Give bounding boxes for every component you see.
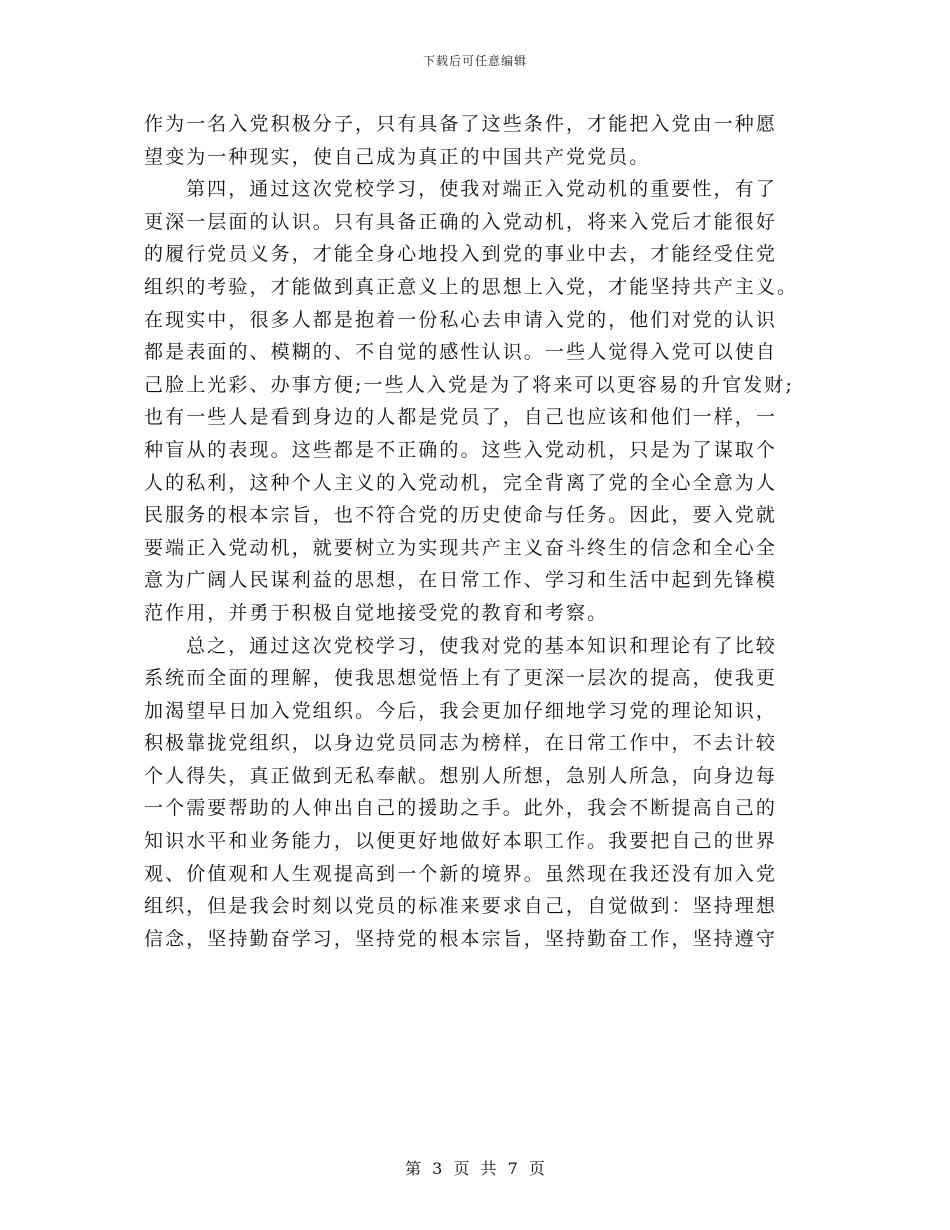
text-line: 要端正入党动机，就要树立为实现共产主义奋斗终生的信念和全心全 [144,536,778,559]
text-line: 己脸上光彩、办事方便;一些人入党是为了将来可以更容易的升官发财; [144,373,795,396]
text-line: 积极靠拢党组织，以身边党员同志为榜样，在日常工作中，不去计较 [144,732,778,755]
header-note: 下载后可任意编辑 [422,54,527,68]
text-line: 信念，坚持勤奋学习，坚持党的根本宗旨，坚持勤奋工作，坚持遵守 [144,927,778,950]
page-number: 第 3 页 共 7 页 [405,1159,545,1178]
paragraph [144,173,814,629]
text-line: 知识水平和业务能力，以便更好地做好本职工作。我要把自己的世界 [144,830,778,853]
text-line: 更深一层面的认识。只有具备正确的入党动机，将来入党后才能很好 [144,210,778,233]
text-line: 个人得失，真正做到无私奉献。想别人所想，急别人所急，向身边每 [144,764,778,787]
text-line: 民服务的根本宗旨，也不符合党的历史使命与任务。因此，要入党就 [144,504,778,527]
text-line: 在现实中，很多人都是抱着一份私心去申请入党的，他们对党的认识 [144,308,778,331]
text-line: 作为一名入党积极分子，只有具备了这些条件，才能把入党由一种愿 [144,113,778,135]
text-line: 总之，通过这次党校学习，使我对党的基本知识和理论有了比较 [186,634,777,657]
text-line: 组织的考验，才能做到真正意义上的思想上入党，才能坚持共产主义。 [144,275,799,298]
text-line: 望变为一种现实，使自己成为真正的中国共产党党员。 [144,145,651,168]
text-line: 一个需要帮助的人伸出自己的援助之手。此外，我会不断提高自己的 [144,797,778,820]
text-line: 人的私利，这种个人主义的入党动机，完全背离了党的全心全意为人 [144,471,778,494]
text-line: 系统而全面的理解，使我思想觉悟上有了更深一层次的提高，使我更 [144,667,778,690]
paragraph [144,630,814,956]
text-line: 组织，但是我会时刻以党员的标准来要求自己，自觉做到：坚持理想 [144,895,778,918]
text-line: 加渴望早日加入党组织。今后，我会更加仔细地学习党的理论知识， [144,699,778,722]
text-line: 种盲从的表现。这些都是不正确的。这些入党动机，只是为了谋取个 [144,438,778,461]
text-line: 都是表面的、模糊的、不自觉的感性认识。一些人觉得入党可以使自 [144,341,778,364]
paragraph [144,108,814,173]
text-line: 范作用，并勇于积极自觉地接受党的教育和考察。 [144,601,609,624]
text-line: 观、价值观和人生观提高到一个新的境界。虽然现在我还没有加入党 [144,862,778,885]
text-line: 的履行党员义务，才能全身心地投入到党的事业中去，才能经受住党 [144,243,778,266]
body-text [144,108,814,955]
text-line: 第四，通过这次党校学习，使我对端正入党动机的重要性，有了 [186,178,777,201]
text-line: 意为广阔人民谋利益的思想，在日常工作、学习和生活中起到先锋模 [144,569,778,592]
text-line: 也有一些人是看到身边的人都是党员了，自己也应该和他们一样，一 [144,406,778,429]
